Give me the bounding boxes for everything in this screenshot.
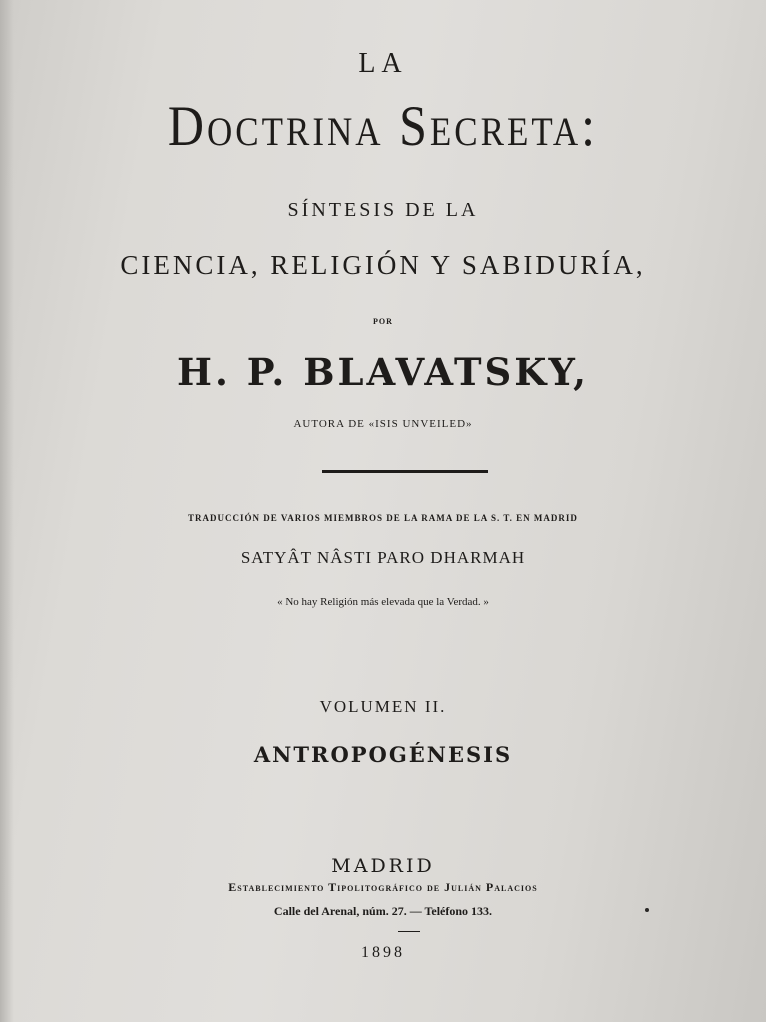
author-note: AUTORA DE «ISIS UNVEILED» (293, 418, 473, 430)
divider-rule (322, 470, 488, 473)
year-divider (398, 931, 420, 932)
subtitle-line-2: CIENCIA, RELIGIÓN Y SABIDURÍA, (120, 250, 646, 280)
book-title: Doctrina Secreta: (167, 93, 599, 158)
printer-name: Establecimiento Tipolitográfico de Julián Palacios (228, 880, 538, 894)
title-article: LA (358, 48, 408, 79)
translation-note: TRADUCCIÓN DE VARIOS MIEMBROS DE LA RAMA DE LA S. T. EN MADRID (188, 513, 578, 523)
ink-speck (645, 908, 649, 912)
publication-city: MADRID (331, 855, 435, 877)
printer-address: Calle del Arenal, núm. 27. — Teléfono 133. (273, 904, 493, 918)
by-label: POR (373, 317, 393, 326)
volume-title: ANTROPOGÉNESIS (253, 742, 513, 767)
motto-translation: « No hay Religión más elevada que la Verdad. » (277, 596, 489, 608)
motto: SATYÂT NÂSTI PARO DHARMAH (240, 548, 526, 567)
volume-number: VOLUMEN II. (319, 697, 447, 716)
subtitle-line-1: SÍNTESIS DE LA (287, 199, 479, 221)
author-name: H. P. BLAVATSKY, (177, 350, 589, 394)
publication-year: 1898 (361, 944, 405, 961)
